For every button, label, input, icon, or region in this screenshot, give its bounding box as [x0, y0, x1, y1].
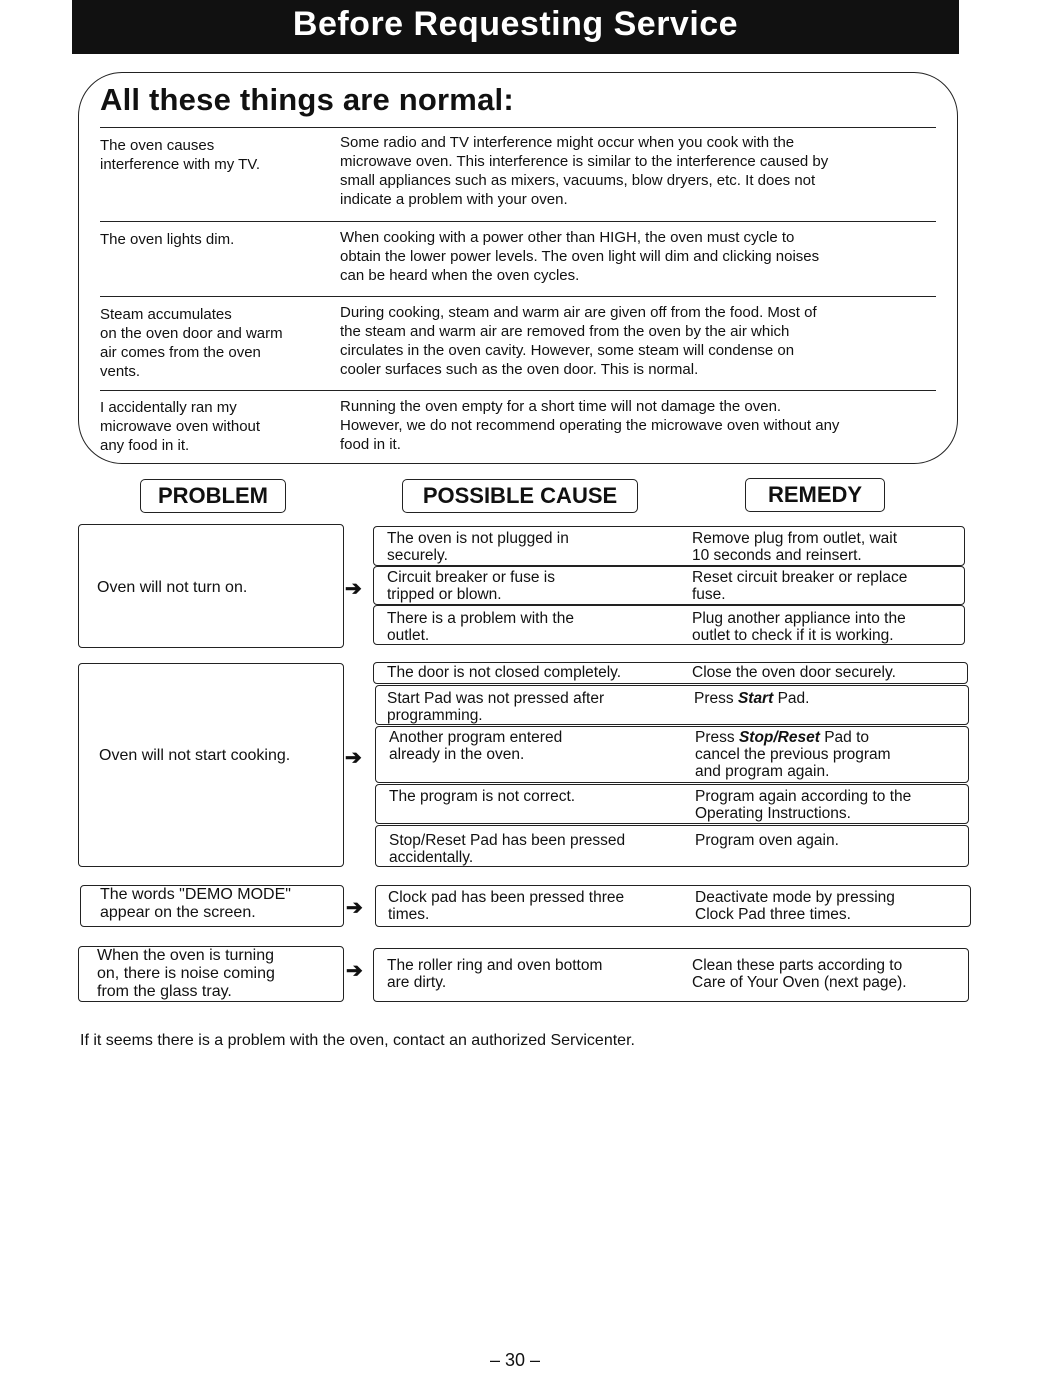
normal-answer: Some radio and TV interference might occur when you cook with the microwave oven. This interference is similar to the interference caused by small appliances such as mixers, vacuums, blow dryers, etc. It does not indicate a problem with your oven. — [340, 134, 829, 208]
remedy-text-part: Press — [695, 729, 739, 746]
normal-question: The oven causes interference with my TV. — [100, 137, 261, 173]
problem-label: Oven will not start cooking. — [99, 747, 291, 764]
remedy-text-part: Pad to cancel the previous program and program again. — [695, 729, 891, 780]
remedy-text: Plug another appliance into the outlet to check if it is working. — [692, 610, 906, 644]
normal-section-heading: All these things are normal: — [100, 82, 514, 117]
cause-text: Clock pad has been pressed three times. — [388, 889, 625, 923]
divider — [100, 390, 936, 391]
remedy-text-part: Pad. — [773, 690, 810, 707]
problem-box — [78, 663, 344, 867]
service-note: If it seems there is a problem with the oven, contact an authorized Servicenter. — [80, 1032, 635, 1049]
cause-text: The program is not correct. — [389, 788, 576, 805]
remedy-text: Program again according to the Operating Instructions. — [695, 788, 912, 822]
possible-cause-header: POSSIBLE CAUSE — [402, 479, 638, 513]
problem-label: The words "DEMO MODE" appear on the screen. — [100, 886, 291, 921]
arrow-icon: ➔ — [346, 897, 363, 919]
arrow-icon: ➔ — [345, 747, 362, 769]
normal-answer: When cooking with a power other than HIGH, the oven must cycle to obtain the lower power levels. The oven light will dim and clicking noises can be heard when the oven cycles. — [340, 229, 820, 284]
remedy-text: Program oven again. — [695, 832, 839, 849]
remedy-text: Reset circuit breaker or replace fuse. — [692, 569, 908, 603]
cause-text: There is a problem with the outlet. — [387, 610, 574, 644]
remedy-text — [694, 690, 809, 707]
cause-text: The roller ring and oven bottom are dirty. — [387, 957, 603, 991]
arrow-icon: ➔ — [345, 578, 362, 600]
problem-label: Oven will not turn on. — [97, 579, 248, 596]
remedy-header: REMEDY — [745, 478, 885, 512]
problem-header: PROBLEM — [140, 479, 286, 513]
remedy-text: Deactivate mode by pressing Clock Pad three times. — [695, 889, 895, 923]
normal-question: The oven lights dim. — [100, 231, 235, 248]
cause-text: Stop/Reset Pad has been pressed accidentally. — [389, 832, 626, 866]
cause-text: The door is not closed completely. — [387, 664, 622, 681]
normal-question: I accidentally ran my microwave oven without any food in it. — [100, 399, 261, 454]
remedy-text: Remove plug from outlet, wait 10 seconds and reinsert. — [692, 530, 898, 564]
cause-text: Another program entered already in the oven. — [389, 729, 563, 763]
normal-question: Steam accumulates on the oven door and warm air comes from the oven vents. — [100, 306, 283, 380]
page-number: – 30 – — [490, 1350, 541, 1370]
divider — [100, 221, 936, 222]
divider — [100, 127, 936, 128]
remedy-text: Clean these parts according to Care of Your Oven (next page). — [692, 957, 907, 991]
cause-text: The oven is not plugged in securely. — [387, 530, 569, 564]
remedy-text-part: Press — [694, 690, 738, 707]
divider — [100, 296, 936, 297]
start-pad-name: Start — [737, 690, 774, 707]
normal-answer: Running the oven empty for a short time will not damage the oven. However, we do not recommend operating the microwave oven without any food in it. — [340, 398, 840, 453]
remedy-text: Close the oven door securely. — [692, 664, 896, 681]
problem-label: When the oven is turning on, there is noise coming from the glass tray. — [97, 947, 275, 1000]
page-title: Before Requesting Service — [72, 0, 959, 54]
cause-text: Circuit breaker or fuse is tripped or blown. — [387, 569, 555, 603]
stop-reset-pad-name: Stop/Reset — [738, 729, 820, 746]
normal-answer: During cooking, steam and warm air are given off from the food. Most of the steam and warm air are removed from the oven by the air which circulates in the oven cavity. However, some steam will condense on cooler surfaces such as the oven door. This is normal. — [340, 304, 817, 378]
cause-text: Start Pad was not pressed after programming. — [387, 690, 605, 724]
remedy-text — [695, 729, 891, 780]
arrow-icon: ➔ — [346, 960, 363, 982]
